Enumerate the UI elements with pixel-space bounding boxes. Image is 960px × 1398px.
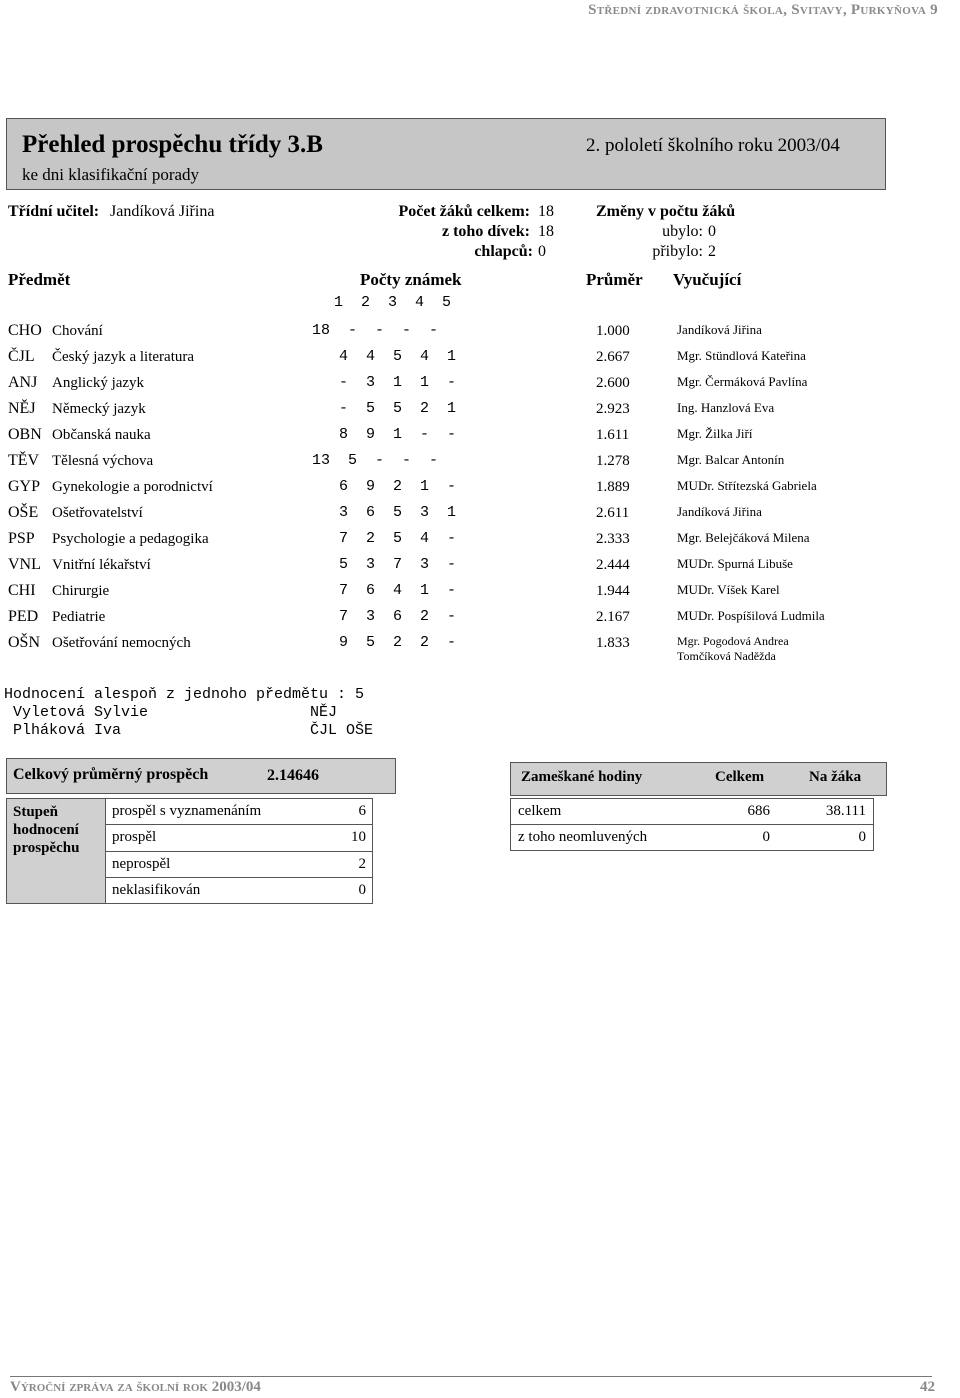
subject-name: Gynekologie a porodnictví bbox=[52, 479, 213, 495]
boys-label: chlapců: bbox=[474, 243, 533, 260]
subject-name: Psychologie a pedagogika bbox=[52, 531, 209, 547]
subject-code: OŠE bbox=[8, 504, 39, 521]
column-subject: Předmět bbox=[8, 270, 71, 289]
footer-divider bbox=[10, 1376, 932, 1377]
decreased-value: 0 bbox=[708, 223, 716, 240]
subject-teacher: Mgr. Stündlová Kateřina bbox=[677, 348, 806, 363]
subject-name: Ošetřovatelství bbox=[52, 505, 143, 521]
subject-name: Chirurgie bbox=[52, 583, 110, 599]
subject-code: OBN bbox=[8, 426, 42, 443]
subject-name: Anglický jazyk bbox=[52, 375, 145, 391]
absences-row-label: z toho neomluvených bbox=[511, 825, 722, 851]
subject-code: GYP bbox=[8, 478, 41, 495]
grade-level-label: Stupeň hodnocení prospěchu bbox=[7, 799, 106, 904]
column-teacher: Vyučující bbox=[673, 270, 742, 289]
column-average: Průměr bbox=[586, 270, 643, 289]
increased-label: přibylo: bbox=[652, 243, 703, 260]
subject-name: Chování bbox=[52, 323, 103, 339]
subject-teacher: Mgr. Belejčáková Milena bbox=[677, 530, 810, 545]
grade-counts: 13 5 - - - bbox=[312, 452, 439, 469]
subject-code: ČJL bbox=[8, 348, 35, 365]
subject-row bbox=[0, 530, 960, 556]
grade-level-count: 0 bbox=[300, 877, 373, 903]
subject-code: CHO bbox=[8, 322, 42, 339]
class-teacher-name: Jandíková Jiřina bbox=[110, 203, 215, 220]
subject-name: Vnitřní lékařství bbox=[52, 557, 151, 573]
subject-name: Český jazyk a literatura bbox=[52, 349, 195, 365]
subject-code: VNL bbox=[8, 556, 41, 573]
absences-row-total: 686 bbox=[721, 799, 777, 825]
subject-teacher: MUDr. Víšek Karel bbox=[677, 582, 780, 597]
subject-teacher-2: Tomčíková Naděžda bbox=[677, 649, 776, 663]
subject-average: 2.333 bbox=[596, 531, 630, 547]
grade-counts: 9 5 2 2 - bbox=[312, 634, 457, 651]
girls-label: z toho dívek: bbox=[442, 223, 530, 240]
grade-counts: 7 2 5 4 - bbox=[312, 530, 457, 547]
subject-average: 2.444 bbox=[596, 557, 630, 573]
subject-row bbox=[0, 374, 960, 400]
absences-header-total: Celkem bbox=[715, 769, 765, 785]
total-students-value: 18 bbox=[538, 203, 554, 220]
grade-counts: - 5 5 2 1 bbox=[312, 400, 457, 417]
girls-value: 18 bbox=[538, 223, 554, 240]
overall-average-label: Celkový průměrný prospěch bbox=[13, 766, 209, 783]
absences-row-label: celkem bbox=[511, 799, 722, 825]
subject-row bbox=[0, 556, 960, 582]
subject-row bbox=[0, 634, 960, 668]
subject-code: PSP bbox=[8, 530, 35, 547]
subject-code: ANJ bbox=[8, 374, 38, 391]
absences-row-total: 0 bbox=[721, 825, 777, 851]
subject-row bbox=[0, 348, 960, 374]
subject-row bbox=[0, 452, 960, 478]
grade-scale: 1 2 3 4 5 bbox=[334, 294, 452, 311]
column-grade-counts: Počty známek bbox=[360, 270, 462, 289]
grade-level-item: prospěl bbox=[106, 825, 301, 851]
subject-teacher: MUDr. Pospíšilová Ludmila bbox=[677, 608, 825, 623]
increased-value: 2 bbox=[708, 243, 716, 260]
subject-teacher: Jandíková Jiřina bbox=[677, 322, 762, 337]
failing-student-subjects: NĚJ bbox=[310, 704, 338, 721]
absences-table bbox=[510, 798, 874, 851]
subject-average: 2.167 bbox=[596, 609, 630, 625]
subject-name: Tělesná výchova bbox=[52, 453, 154, 469]
failing-student-name: Vyletová Sylvie bbox=[13, 704, 149, 721]
decreased-label: ubylo: bbox=[662, 223, 703, 240]
subject-teacher: MUDr. Spurná Libuše bbox=[677, 556, 793, 571]
subject-teacher: Jandíková Jiřina bbox=[677, 504, 762, 519]
subject-average: 2.611 bbox=[596, 505, 630, 521]
total-students-label: Počet žáků celkem: bbox=[398, 203, 530, 220]
subject-teacher-1: Mgr. Pogodová Andrea bbox=[677, 634, 789, 648]
grade-level-count: 10 bbox=[300, 825, 373, 851]
absences-row-per: 0 bbox=[777, 825, 874, 851]
subject-average: 1.611 bbox=[596, 427, 630, 443]
school-header: Střední zdravotnická škola, Svitavy, Purkyňova 9 bbox=[588, 2, 938, 18]
grade-counts: 18 - - - - bbox=[312, 322, 439, 339]
subject-name: Pediatrie bbox=[52, 609, 106, 625]
subject-teacher: Mgr. Žilka Jiří bbox=[677, 426, 753, 441]
subject-code: PED bbox=[8, 608, 39, 625]
grade-level-item: neprospěl bbox=[106, 851, 301, 877]
failing-student-subjects: ČJL OŠE bbox=[310, 722, 374, 739]
absences-header-label: Zameškané hodiny bbox=[521, 769, 643, 785]
failing-heading: Hodnocení alespoň z jednoho předmětu : 5 bbox=[4, 686, 365, 703]
subject-teacher: Ing. Hanzlová Eva bbox=[677, 400, 775, 415]
subject-teacher: Mgr. Balcar Antonín bbox=[677, 452, 785, 467]
absences-row-per: 38.111 bbox=[777, 799, 874, 825]
grade-counts: 6 9 2 1 - bbox=[312, 478, 457, 495]
subject-row bbox=[0, 426, 960, 452]
subject-average: 2.600 bbox=[596, 375, 630, 391]
subject-row bbox=[0, 400, 960, 426]
absences-header-per: Na žáka bbox=[809, 769, 862, 785]
grade-counts: 5 3 7 3 - bbox=[312, 556, 457, 573]
subject-average: 1.000 bbox=[596, 323, 630, 339]
grade-counts: - 3 1 1 - bbox=[312, 374, 457, 391]
page-title: Přehled prospěchu třídy 3.B bbox=[22, 131, 323, 158]
failing-student-name: Plháková Iva bbox=[13, 722, 122, 739]
subject-code: CHI bbox=[8, 582, 36, 599]
school-period: 2. pololetí školního roku 2003/04 bbox=[586, 135, 840, 156]
subject-row bbox=[0, 322, 960, 348]
subject-code: OŠN bbox=[8, 634, 41, 651]
changes-label: Změny v počtu žáků bbox=[596, 203, 736, 220]
subject-code: NĚJ bbox=[8, 400, 36, 417]
grade-level-count: 2 bbox=[300, 851, 373, 877]
subject-average: 1.833 bbox=[596, 635, 630, 651]
subject-teacher: MUDr. Střítezská Gabriela bbox=[677, 478, 817, 493]
overall-average-value: 2.14646 bbox=[267, 767, 319, 784]
subject-average: 1.278 bbox=[596, 453, 630, 469]
grade-counts: 7 6 4 1 - bbox=[312, 582, 457, 599]
subject-name: Občanská nauka bbox=[52, 427, 151, 443]
subject-average: 2.667 bbox=[596, 349, 630, 365]
subject-row bbox=[0, 582, 960, 608]
class-teacher-label: Třídní učitel: bbox=[8, 203, 100, 220]
subject-name: Německý jazyk bbox=[52, 401, 146, 417]
subject-row bbox=[0, 478, 960, 504]
grade-counts: 3 6 5 3 1 bbox=[312, 504, 457, 521]
subject-average: 1.944 bbox=[596, 583, 630, 599]
grade-level-count: 6 bbox=[300, 799, 373, 825]
subject-teacher: Mgr. Čermáková Pavlína bbox=[677, 374, 808, 389]
page-number: 42 bbox=[920, 1379, 935, 1395]
grade-counts: 8 9 1 - - bbox=[312, 426, 457, 443]
subject-average: 1.889 bbox=[596, 479, 630, 495]
grade-level-item: neklasifikován bbox=[106, 877, 301, 903]
subject-row bbox=[0, 504, 960, 530]
subject-name: Ošetřování nemocných bbox=[52, 635, 191, 651]
subject-row bbox=[0, 608, 960, 634]
boys-value: 0 bbox=[538, 243, 546, 260]
footer-title: Výroční zpráva za školní rok 2003/04 bbox=[10, 1379, 261, 1395]
subject-average: 2.923 bbox=[596, 401, 630, 417]
grade-level-item: prospěl s vyznamenáním bbox=[106, 799, 301, 825]
page-subtitle: ke dni klasifikační porady bbox=[22, 165, 200, 184]
subject-code: TĚV bbox=[8, 452, 40, 469]
grade-counts: 7 3 6 2 - bbox=[312, 608, 457, 625]
subject-teacher bbox=[677, 634, 789, 664]
grade-counts: 4 4 5 4 1 bbox=[312, 348, 457, 365]
grade-level-table bbox=[6, 798, 373, 904]
failing-students bbox=[4, 686, 374, 740]
